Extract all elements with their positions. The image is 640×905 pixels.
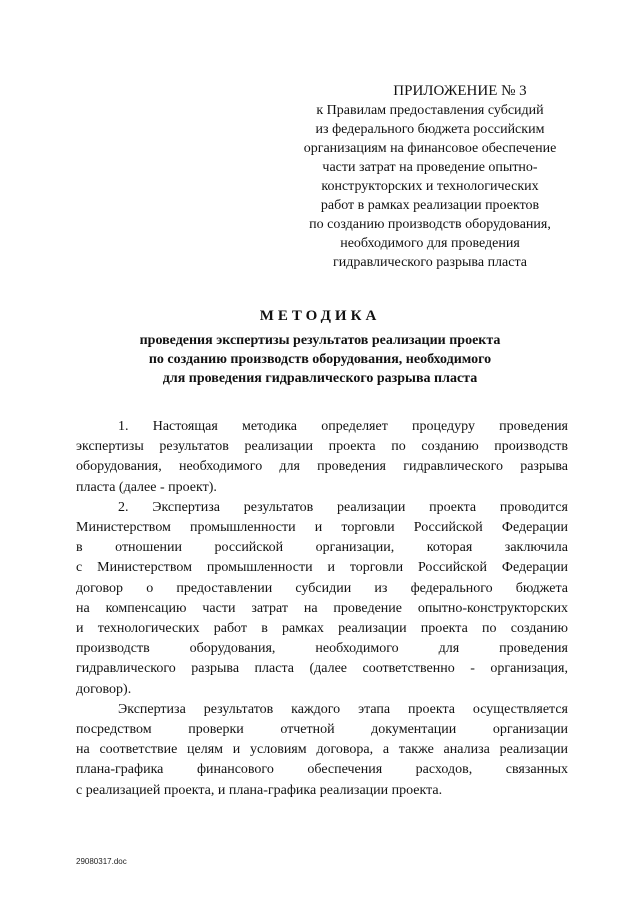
appendix-line: организациям на финансовое обеспечение bbox=[303, 141, 557, 156]
text-line: производств оборудования, необходимого для проведения bbox=[76, 641, 568, 657]
text-line: на компенсацию части затрат на проведение опытно-конструкторских bbox=[76, 600, 568, 616]
file-name-footer: 29080317.doc bbox=[76, 857, 127, 866]
text-line: экспертизы результатов реализации проекта по созданию производств bbox=[76, 439, 568, 455]
paragraph-1 bbox=[76, 417, 568, 498]
paragraph-2 bbox=[76, 498, 568, 700]
text-line: оборудования, необходимого для проведения гидравлического разрыва bbox=[76, 459, 568, 475]
text-line: на соответствие целям и условиям договора, а также анализа реализации bbox=[76, 742, 568, 758]
appendix-line: по созданию производств оборудования, bbox=[309, 217, 551, 232]
appendix-line: из федерального бюджета российским bbox=[315, 122, 545, 137]
paragraph-3 bbox=[76, 700, 568, 801]
document-subtitle bbox=[90, 331, 550, 388]
document-body bbox=[76, 417, 568, 801]
text-line: плана-графика финансового обеспечения расходов, связанных bbox=[76, 762, 568, 778]
text-line: пласта (далее - проект). bbox=[76, 479, 217, 495]
appendix-heading: ПРИЛОЖЕНИЕ № 3 bbox=[393, 83, 527, 99]
appendix-line: конструкторских и технологических bbox=[321, 179, 539, 194]
text-line: 1. Настоящая методика определяет процедуру проведения bbox=[118, 419, 568, 434]
text-line: с реализацией проекта, и плана-графика реализации проекта. bbox=[76, 782, 443, 798]
text-line: и технологических работ в рамках реализации проекта по созданию bbox=[76, 621, 568, 637]
text-line: Экспертиза результатов каждого этапа проекта осуществляется bbox=[118, 701, 568, 717]
appendix-line: гидравлического разрыва пласта bbox=[333, 255, 527, 270]
appendix-block bbox=[290, 82, 570, 272]
text-line: гидравлического разрыва пласта (далее соответственно - организация, bbox=[76, 661, 568, 677]
subtitle-line: для проведения гидравлического разрыва пласта bbox=[162, 371, 478, 386]
text-line: Министерством промышленности и торговли Российской Федерации bbox=[76, 520, 568, 536]
text-line: посредством проверки отчетной документации организации bbox=[76, 722, 568, 738]
text-line: договор о предоставлении субсидии из федерального бюджета bbox=[76, 580, 568, 596]
text-line: с Министерством промышленности и торговли Российской Федерации bbox=[76, 560, 568, 576]
text-line: в отношении российской организации, которая заключила bbox=[76, 540, 568, 556]
subtitle-line: по созданию производств оборудования, необходимого bbox=[148, 352, 492, 367]
appendix-line: части затрат на проведение опытно- bbox=[322, 160, 538, 175]
text-line: 2. Экспертиза результатов реализации проекта проводится bbox=[118, 499, 568, 515]
appendix-line: необходимого для проведения bbox=[340, 236, 520, 251]
subtitle-line: проведения экспертизы результатов реализации проекта bbox=[139, 333, 501, 348]
appendix-line: к Правилам предоставления субсидий bbox=[316, 103, 544, 118]
appendix-line: работ в рамках реализации проектов bbox=[320, 198, 540, 213]
text-line: договор). bbox=[76, 681, 132, 697]
document-title: МЕТОДИКА bbox=[259, 308, 381, 324]
